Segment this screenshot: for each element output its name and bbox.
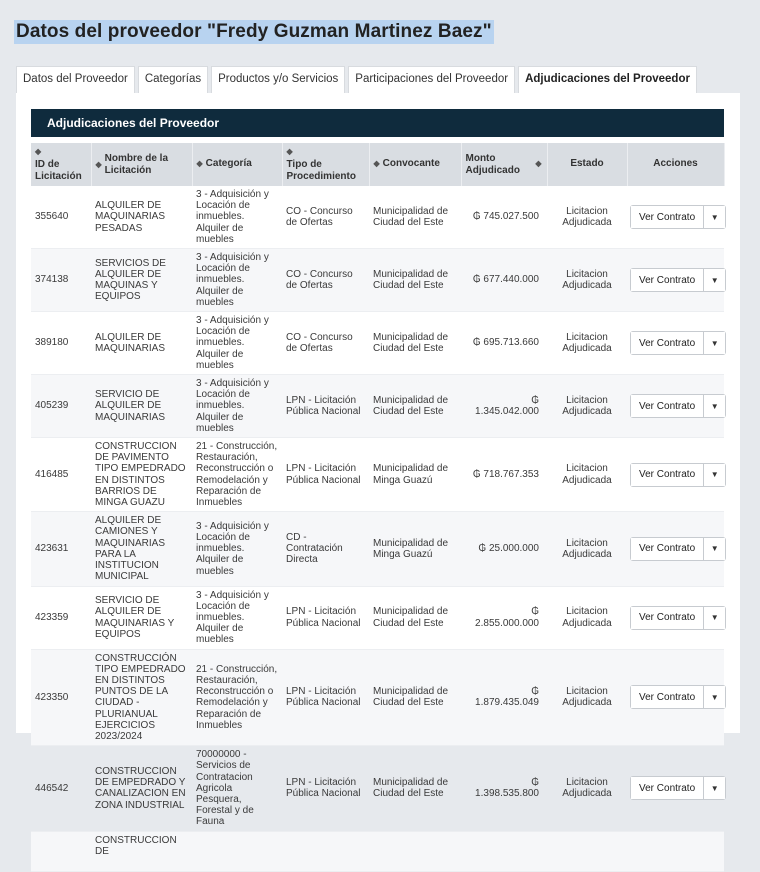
panel-title: Adjudicaciones del Proveedor [31, 109, 724, 137]
caret-down-icon[interactable]: ▼ [703, 777, 725, 799]
cell-categoria: 21 - Construcción, Restauración, Reconstrucción o Remodelación y Reparación de Inmuebles [192, 649, 282, 746]
column-header-convocante[interactable]: ◆ Convocante [369, 143, 461, 186]
table-row [31, 512, 724, 586]
page-title: Datos del proveedor "Fredy Guzman Martinez Baez" [16, 21, 492, 42]
cell-id: 389180 [31, 312, 91, 375]
cell-tipo: LPN - Licitación Pública Nacional [282, 586, 369, 649]
cell-tipo [282, 831, 369, 871]
cell-estado: Licitacion Adjudicada [547, 438, 627, 512]
tab-bar [16, 66, 697, 93]
cell-id: 355640 [31, 186, 91, 249]
ver-contrato-button[interactable]: Ver Contrato [631, 464, 703, 486]
column-header-monto[interactable]: Monto Adjudicado ◆ [461, 143, 547, 186]
table-row [31, 312, 724, 375]
cell-tipo: LPN - Licitación Pública Nacional [282, 375, 369, 438]
cell-estado: Licitacion Adjudicada [547, 249, 627, 312]
cell-id [31, 831, 91, 871]
cell-id: 423631 [31, 512, 91, 586]
cell-convocante: Municipalidad de Minga Guazú [369, 512, 461, 586]
cell-acciones [627, 746, 724, 831]
ver-contrato-button-group [630, 463, 726, 487]
table-row [31, 831, 724, 871]
cell-convocante: Municipalidad de Ciudad del Este [369, 312, 461, 375]
cell-estado: Licitacion Adjudicada [547, 649, 627, 746]
sort-icon: ◆ [286, 147, 293, 157]
cell-acciones [627, 831, 724, 871]
cell-categoria: 21 - Construcción, Restauración, Reconstrucción o Remodelación y Reparación de Inmuebles [192, 438, 282, 512]
ver-contrato-button[interactable]: Ver Contrato [631, 686, 703, 708]
cell-acciones [627, 438, 724, 512]
cell-nombre: ALQUILER DE CAMIONES Y MAQUINARIAS PARA LA INSTITUCION MUNICIPAL [91, 512, 192, 586]
table-row [31, 438, 724, 512]
column-header-acciones: Acciones [627, 143, 724, 186]
column-header-estado[interactable]: Estado [547, 143, 627, 186]
cell-monto: ₲ 1.345.042.000 [461, 375, 547, 438]
cell-id: 405239 [31, 375, 91, 438]
cell-monto: ₲ 1.398.535.800 [461, 746, 547, 831]
column-header-categoria[interactable]: ◆ Categoría [192, 143, 282, 186]
cell-estado: Licitacion Adjudicada [547, 586, 627, 649]
cell-tipo: CO - Concurso de Ofertas [282, 249, 369, 312]
cell-nombre: ALQUILER DE MAQUINARIAS [91, 312, 192, 375]
ver-contrato-button[interactable]: Ver Contrato [631, 206, 703, 228]
cell-nombre: CONSTRUCCIÓN TIPO EMPEDRADO EN DISTINTOS PUNTOS DE LA CIUDAD - PLURIANUAL EJERCICIOS 2023/2024 [91, 649, 192, 746]
cell-monto: ₲ 2.855.000.000 [461, 586, 547, 649]
column-header-id[interactable]: ◆ID de Licitación [31, 143, 91, 186]
cell-acciones [627, 249, 724, 312]
ver-contrato-button-group [630, 205, 726, 229]
table-row [31, 649, 724, 746]
ver-contrato-button-group [630, 394, 726, 418]
ver-contrato-button-group [630, 776, 726, 800]
table-row [31, 586, 724, 649]
cell-convocante: Municipalidad de Ciudad del Este [369, 649, 461, 746]
caret-down-icon[interactable]: ▼ [703, 464, 725, 486]
cell-categoria: 3 - Adquisición y Locación de inmuebles. Alquiler de muebles [192, 512, 282, 586]
ver-contrato-button-group [630, 537, 726, 561]
cell-categoria: 3 - Adquisición y Locación de inmuebles. Alquiler de muebles [192, 375, 282, 438]
cell-estado: Licitacion Adjudicada [547, 186, 627, 249]
cell-acciones [627, 186, 724, 249]
sort-icon: ◆ [196, 159, 203, 169]
table-row [31, 375, 724, 438]
ver-contrato-button[interactable]: Ver Contrato [631, 269, 703, 291]
caret-down-icon[interactable]: ▼ [703, 686, 725, 708]
ver-contrato-button[interactable]: Ver Contrato [631, 538, 703, 560]
sort-icon: ◆ [35, 147, 42, 157]
cell-nombre: CONSTRUCCION DE PAVIMENTO TIPO EMPEDRADO EN DISTINTOS BARRIOS DE MINGA GUAZU [91, 438, 192, 512]
cell-id: 423359 [31, 586, 91, 649]
cell-convocante: Municipalidad de Ciudad del Este [369, 586, 461, 649]
adjudicaciones-table [31, 143, 725, 872]
cell-nombre: CONSTRUCCION DE [91, 831, 192, 871]
cell-tipo: CO - Concurso de Ofertas [282, 312, 369, 375]
tab-participaciones[interactable]: Participaciones del Proveedor [348, 66, 515, 93]
ver-contrato-button[interactable]: Ver Contrato [631, 777, 703, 799]
cell-convocante [369, 831, 461, 871]
cell-categoria [192, 831, 282, 871]
cell-nombre: SERVICIO DE ALQUILER DE MAQUINARIAS Y EQUIPOS [91, 586, 192, 649]
ver-contrato-button-group [630, 606, 726, 630]
cell-id: 416485 [31, 438, 91, 512]
cell-categoria: 70000000 - Servicios de Contratacion Agricola Pesquera, Forestal y de Fauna [192, 746, 282, 831]
cell-estado: Licitacion Adjudicada [547, 512, 627, 586]
cell-id: 446542 [31, 746, 91, 831]
cell-monto: ₲ 695.713.660 [461, 312, 547, 375]
cell-tipo: LPN - Licitación Pública Nacional [282, 649, 369, 746]
cell-tipo: LPN - Licitación Pública Nacional [282, 746, 369, 831]
cell-estado: Licitacion Adjudicada [547, 746, 627, 831]
cell-nombre: CONSTRUCCION DE EMPEDRADO Y CANALIZACION EN ZONA INDUSTRIAL [91, 746, 192, 831]
cell-categoria: 3 - Adquisición y Locación de inmuebles. Alquiler de muebles [192, 312, 282, 375]
cell-id: 374138 [31, 249, 91, 312]
ver-contrato-button-group [630, 268, 726, 292]
tab-datos-del-proveedor[interactable]: Datos del Proveedor [16, 66, 135, 93]
table-body [31, 186, 724, 871]
caret-down-icon[interactable]: ▼ [703, 269, 725, 291]
cell-convocante: Municipalidad de Ciudad del Este [369, 249, 461, 312]
cell-nombre: SERVICIOS DE ALQUILER DE MAQUINAS Y EQUIPOS [91, 249, 192, 312]
cell-categoria: 3 - Adquisición y Locación de inmuebles. Alquiler de muebles [192, 586, 282, 649]
cell-monto: ₲ 745.027.500 [461, 186, 547, 249]
cell-convocante: Municipalidad de Ciudad del Este [369, 746, 461, 831]
ver-contrato-button[interactable]: Ver Contrato [631, 607, 703, 629]
cell-estado: Licitacion Adjudicada [547, 375, 627, 438]
adjudicaciones-table-wrapper [31, 143, 724, 872]
table-row [31, 746, 724, 831]
cell-nombre: ALQUILER DE MAQUINARIAS PESADAS [91, 186, 192, 249]
cell-id: 423350 [31, 649, 91, 746]
cell-monto: ₲ 677.440.000 [461, 249, 547, 312]
ver-contrato-button[interactable]: Ver Contrato [631, 332, 703, 354]
tab-categorias[interactable]: Categorías [138, 66, 208, 93]
sort-icon: ◆ [95, 159, 102, 169]
sort-icon: ◆ [535, 159, 542, 168]
ver-contrato-button[interactable]: Ver Contrato [631, 395, 703, 417]
cell-tipo: CO - Concurso de Ofertas [282, 186, 369, 249]
cell-monto: ₲ 1.879.435.049 [461, 649, 547, 746]
tab-adjudicaciones[interactable]: Adjudicaciones del Proveedor [518, 66, 697, 93]
cell-acciones [627, 312, 724, 375]
cell-convocante: Municipalidad de Ciudad del Este [369, 186, 461, 249]
sort-icon: ◆ [373, 159, 380, 169]
cell-estado: Licitacion Adjudicada [547, 312, 627, 375]
ver-contrato-button-group [630, 685, 726, 709]
cell-tipo: CD - Contratación Directa [282, 512, 369, 586]
table-row [31, 186, 724, 249]
cell-monto: ₲ 25.000.000 [461, 512, 547, 586]
tab-productos-servicios[interactable]: Productos y/o Servicios [211, 66, 345, 93]
table-row [31, 249, 724, 312]
cell-categoria: 3 - Adquisición y Locación de inmuebles. Alquiler de muebles [192, 249, 282, 312]
caret-down-icon[interactable]: ▼ [703, 395, 725, 417]
caret-down-icon[interactable]: ▼ [703, 332, 725, 354]
column-header-tipo[interactable]: ◆Tipo de Procedimiento [282, 143, 369, 186]
cell-monto: ₲ 718.767.353 [461, 438, 547, 512]
cell-acciones [627, 586, 724, 649]
caret-down-icon[interactable]: ▼ [703, 607, 725, 629]
cell-estado [547, 831, 627, 871]
cell-nombre: SERVICIO DE ALQUILER DE MAQUINARIAS [91, 375, 192, 438]
column-header-nombre[interactable]: ◆Nombre de la Licitación [91, 143, 192, 186]
cell-tipo: LPN - Licitación Pública Nacional [282, 438, 369, 512]
table-header-row [31, 143, 724, 186]
cell-convocante: Municipalidad de Ciudad del Este [369, 375, 461, 438]
caret-down-icon[interactable]: ▼ [703, 538, 725, 560]
cell-convocante: Municipalidad de Minga Guazú [369, 438, 461, 512]
cell-acciones [627, 649, 724, 746]
adjudicaciones-panel [16, 93, 740, 857]
cell-acciones [627, 375, 724, 438]
cell-monto [461, 831, 547, 871]
cell-acciones [627, 512, 724, 586]
cell-categoria: 3 - Adquisición y Locación de inmuebles. Alquiler de muebles [192, 186, 282, 249]
caret-down-icon[interactable]: ▼ [703, 206, 725, 228]
ver-contrato-button-group [630, 331, 726, 355]
